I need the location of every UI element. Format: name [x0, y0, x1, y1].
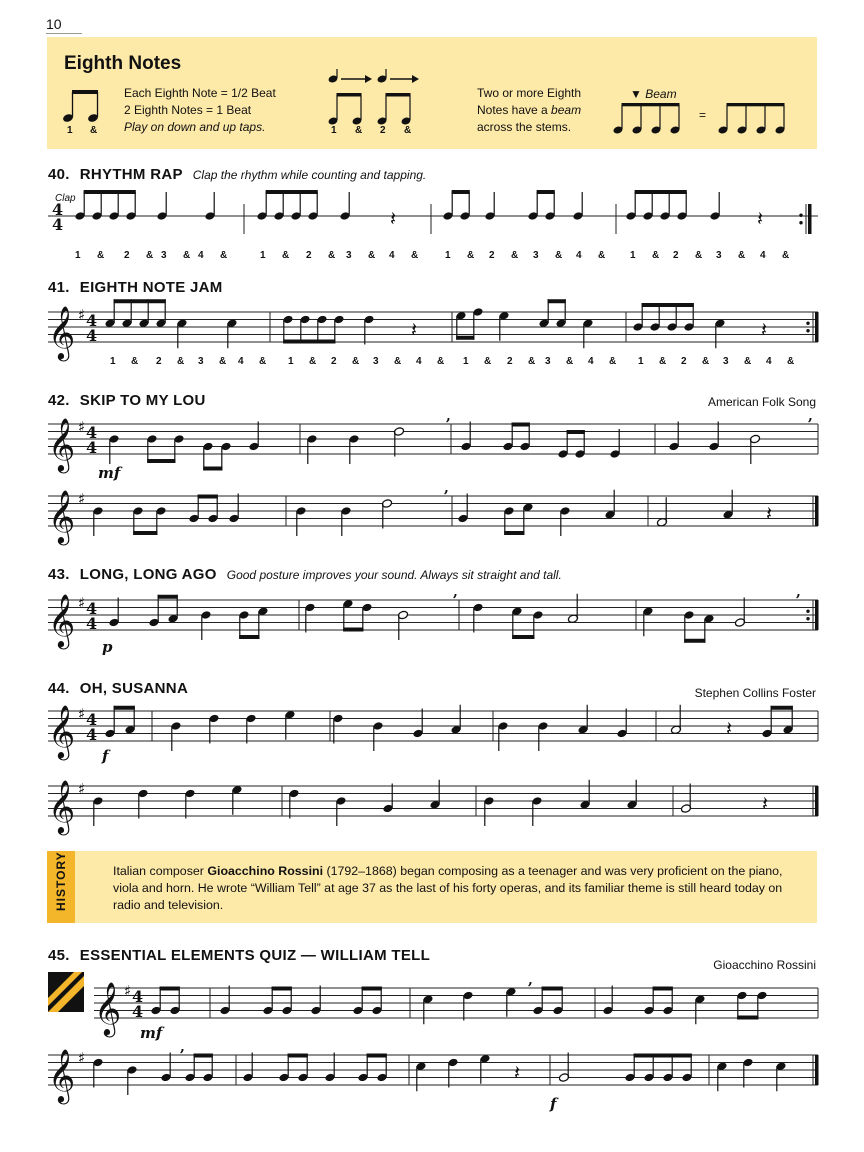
breath-mark-icon: , — [446, 408, 451, 424]
count-label: 4 — [766, 356, 772, 367]
count-label: 2 — [124, 250, 130, 261]
count-label: & — [177, 356, 185, 367]
key-sharp-icon: ♯ — [78, 780, 86, 798]
tap-count-and-1: & — [355, 125, 363, 136]
repeat-dot — [806, 610, 809, 613]
count-label: 4 — [198, 250, 204, 261]
staff-exercise-40 — [48, 198, 818, 268]
treble-clef-icon: 𝄞 — [48, 1048, 76, 1102]
history-label: HISTORY — [54, 851, 68, 911]
count-label: & — [219, 356, 227, 367]
quarter-rest-icon: 𝄽 — [390, 206, 397, 231]
final-thick-bar — [815, 600, 819, 630]
staff-exercise-45-line-2 — [48, 1039, 818, 1113]
composer-42: American Folk Song — [707, 395, 816, 409]
beam-line-2b: beam — [551, 103, 582, 117]
breath-mark-icon: , — [453, 584, 458, 600]
count-label: 2 — [489, 250, 495, 261]
beam — [737, 1016, 758, 1020]
count-label: 2 — [681, 356, 687, 367]
beam-line-3: across the stems. — [477, 120, 572, 134]
staff-exercise-44-line-1 — [48, 703, 818, 765]
beam-line-2a: Notes have a — [477, 103, 552, 117]
count-label: & — [598, 250, 606, 261]
beam — [635, 190, 687, 194]
dynamic-marking: mf — [98, 464, 121, 482]
count-label: & — [183, 250, 191, 261]
treble-clef-icon: 𝄞 — [48, 704, 76, 758]
beam — [362, 987, 382, 991]
beam — [504, 531, 524, 535]
count-label: & — [352, 356, 360, 367]
count-label: 1 — [445, 250, 451, 261]
count-label: & — [146, 250, 154, 261]
history-box — [47, 851, 817, 923]
time-sig-bottom: 4 — [132, 1002, 144, 1021]
count-label: 1 — [75, 250, 81, 261]
time-sig-bottom: 4 — [86, 326, 98, 345]
time-sig-top: 4 — [86, 710, 98, 729]
count-label: & — [702, 356, 710, 367]
treble-clef-icon: 𝄞 — [48, 417, 76, 471]
quarter-rest-icon: 𝄽 — [726, 716, 733, 741]
count-label: 2 — [306, 250, 312, 261]
beam — [367, 1054, 387, 1058]
count-label: 3 — [198, 356, 204, 367]
concept-line-2: 2 Eighth Notes = 1 Beat — [124, 103, 252, 117]
count-label: 2 — [156, 356, 162, 367]
treble-clef-icon: 𝄞 — [94, 981, 122, 1035]
count-label: 3 — [346, 250, 352, 261]
beam — [203, 467, 222, 471]
time-sig-top: 4 — [132, 987, 144, 1006]
count-label: 4 — [760, 250, 766, 261]
count-label: & — [609, 356, 617, 367]
count-label: 1 — [110, 356, 116, 367]
tap-count-1: 1 — [331, 125, 337, 136]
beam — [548, 299, 566, 303]
count-label: 4 — [416, 356, 422, 367]
time-sig-bottom: 4 — [86, 614, 98, 633]
concept-text — [124, 85, 276, 136]
key-sharp-icon: ♯ — [124, 982, 132, 1000]
page-number-rule — [46, 33, 82, 34]
repeat-dot — [799, 214, 802, 217]
count-label: & — [787, 356, 795, 367]
page-number: 10 — [46, 16, 62, 32]
beam — [288, 1054, 308, 1058]
exercise-43-title: 43. LONG, LONG AGO Good posture improves your sound. Always sit straight and tall. — [48, 566, 562, 583]
beam — [194, 1054, 213, 1058]
exercise-42-title: 42. SKIP TO MY LOU — [48, 392, 206, 409]
beam — [537, 190, 555, 194]
count-label: 4 — [576, 250, 582, 261]
quarter-rest-icon: 𝄽 — [411, 317, 418, 342]
count-label: 4 — [238, 356, 244, 367]
breath-mark-icon: , — [180, 1039, 185, 1055]
eighth-notes-concept-box — [47, 37, 817, 149]
count-label: 4 — [588, 356, 594, 367]
key-sharp-icon: ♯ — [78, 594, 86, 612]
eighth-pair-icon — [63, 89, 103, 123]
final-thick-bar — [815, 496, 819, 526]
beam — [160, 987, 180, 991]
beam-line-1: Two or more Eighth — [477, 86, 582, 100]
beam-text — [477, 85, 581, 136]
exercise-41-title: 41. EIGHTH NOTE JAM — [48, 279, 223, 296]
dynamic-marking: f — [550, 1095, 557, 1113]
count-label: & — [744, 356, 752, 367]
key-sharp-icon: ♯ — [78, 705, 86, 723]
tap-count-2: 2 — [380, 125, 386, 136]
count-label: 3 — [723, 356, 729, 367]
staff-exercise-42-line-2 — [48, 480, 818, 544]
beam-label: ▼ Beam — [630, 87, 677, 101]
repeat-dot — [806, 329, 809, 332]
treble-clef-icon: 𝄞 — [48, 305, 76, 359]
count-label: 2 — [673, 250, 679, 261]
time-sig-bottom: 4 — [52, 215, 64, 234]
count-label: & — [467, 250, 475, 261]
dynamic-marking: f — [102, 747, 109, 765]
quarter-rest-icon: 𝄽 — [514, 1060, 521, 1085]
beam — [771, 706, 793, 710]
half-beat: 1/2 Beat — [231, 86, 276, 100]
concept-title: Eighth Notes — [64, 53, 182, 74]
count-label: & — [555, 250, 563, 261]
count-label: & — [652, 250, 660, 261]
beam — [283, 340, 335, 344]
repeat-dot — [806, 322, 809, 325]
beam — [634, 1054, 692, 1058]
count-label: & — [659, 356, 667, 367]
count-label: & — [131, 356, 139, 367]
count-label: & — [437, 356, 445, 367]
count-label: 1 — [288, 356, 294, 367]
beam — [512, 423, 530, 427]
beam — [567, 430, 585, 434]
beam — [158, 595, 178, 599]
count-label: & — [259, 356, 267, 367]
time-sig-top: 4 — [86, 311, 98, 330]
count-label: & — [411, 250, 419, 261]
final-thick-bar — [808, 204, 812, 234]
treble-clef-icon: 𝄞 — [48, 489, 76, 543]
count-label: & — [282, 250, 290, 261]
dynamic-marking: p — [102, 638, 113, 656]
beam — [542, 987, 563, 991]
beam — [198, 495, 218, 499]
breath-mark-icon: , — [444, 480, 449, 496]
count-label: 1 — [638, 356, 644, 367]
count-label: & — [328, 250, 336, 261]
quarter-rest-icon: 𝄽 — [761, 317, 768, 342]
count-label: & — [782, 250, 790, 261]
count-label: 3 — [716, 250, 722, 261]
beam — [114, 706, 135, 710]
exercise-45-title: 45. ESSENTIAL ELEMENTS QUIZ — WILLIAM TELL — [48, 947, 431, 964]
beam — [133, 531, 157, 535]
staff-exercise-44-line-2 — [48, 776, 818, 834]
staff-exercise-41 — [48, 302, 818, 372]
dynamic-marking: mf — [140, 1024, 163, 1042]
count-label: & — [484, 356, 492, 367]
equals-sign: = — [699, 108, 707, 122]
time-sig-top: 4 — [52, 200, 64, 219]
beam — [512, 635, 534, 639]
count-label: & — [738, 250, 746, 261]
final-thick-bar — [815, 312, 819, 342]
staff-exercise-43 — [48, 584, 818, 656]
count-label: 3 — [373, 356, 379, 367]
beam — [239, 635, 259, 639]
beam — [684, 639, 705, 643]
exercise-44-title: 44. OH, SUSANNA — [48, 680, 189, 697]
exercise-40-title: 40. RHYTHM RAP Clap the rhythm while counting and tapping. — [48, 166, 427, 183]
breath-mark-icon: , — [796, 584, 801, 600]
count-label: & — [511, 250, 519, 261]
count-label: 1 — [630, 250, 636, 261]
time-sig-top: 4 — [86, 599, 98, 618]
count-label: 4 — [389, 250, 395, 261]
beam — [266, 190, 318, 194]
essential-elements-quiz-icon — [48, 972, 84, 1012]
beam — [147, 459, 175, 463]
beam — [452, 190, 470, 194]
count-label: & — [220, 250, 228, 261]
key-sharp-icon: ♯ — [78, 1049, 86, 1067]
key-sharp-icon: ♯ — [78, 306, 86, 324]
count-and: & — [90, 125, 98, 136]
treble-clef-icon: 𝄞 — [48, 593, 76, 647]
final-thick-bar — [815, 786, 819, 816]
history-text: Italian composer Gioacchino Rossini (1792–1868) began composing as a teenager and was very proficient on the piano, viola and horn. He wrote “William Tell” at age 37 as the last of his forty operas, and its familiar theme is still heard today on radio and television. — [113, 864, 783, 912]
staff-exercise-45-line-1 — [48, 972, 818, 1042]
tap-count-and-2: & — [404, 125, 412, 136]
composer-45: Gioacchino Rossini — [713, 958, 816, 972]
count-label: 1 — [463, 356, 469, 367]
repeat-dot — [806, 617, 809, 620]
down-up-taps-icon — [327, 69, 419, 131]
quarter-rest-icon: 𝄽 — [762, 791, 769, 816]
beam — [456, 336, 474, 340]
beam — [343, 628, 363, 632]
beam — [272, 987, 292, 991]
staff-exercise-42-line-1 — [48, 408, 818, 486]
composer-44: Stephen Collins Foster — [694, 686, 816, 700]
count-label: 2 — [331, 356, 337, 367]
count-label: & — [309, 356, 317, 367]
count-label: 3 — [545, 356, 551, 367]
count-label: & — [368, 250, 376, 261]
beam — [114, 299, 166, 303]
count-label: 2 — [507, 356, 513, 367]
quarter-rest-icon: 𝄽 — [757, 206, 764, 231]
count-label: & — [394, 356, 402, 367]
concept-line-3: Play on down and up taps. — [124, 120, 266, 134]
beam — [642, 303, 694, 307]
time-sig-top: 4 — [86, 423, 98, 442]
time-sig-bottom: 4 — [86, 725, 98, 744]
beam — [653, 987, 673, 991]
repeat-dot — [799, 221, 802, 224]
treble-clef-icon: 𝄞 — [48, 779, 76, 833]
count-label: & — [695, 250, 703, 261]
key-sharp-icon: ♯ — [78, 418, 86, 436]
count-label: 1 — [260, 250, 266, 261]
count-label: & — [566, 356, 574, 367]
count-label: & — [528, 356, 536, 367]
count-label: 3 — [161, 250, 167, 261]
beam — [84, 190, 136, 194]
final-thick-bar — [815, 1055, 819, 1085]
time-sig-bottom: 4 — [86, 438, 98, 457]
count-1: 1 — [67, 125, 73, 136]
quarter-rest-icon: 𝄽 — [766, 501, 773, 526]
key-sharp-icon: ♯ — [78, 490, 86, 508]
clap-label: Clap — [55, 193, 76, 204]
concept-line-1: Each Eighth Note = — [124, 86, 232, 100]
breath-mark-icon: , — [808, 408, 813, 424]
count-label: & — [97, 250, 105, 261]
count-label: 3 — [533, 250, 539, 261]
breath-mark-icon: , — [528, 972, 533, 988]
